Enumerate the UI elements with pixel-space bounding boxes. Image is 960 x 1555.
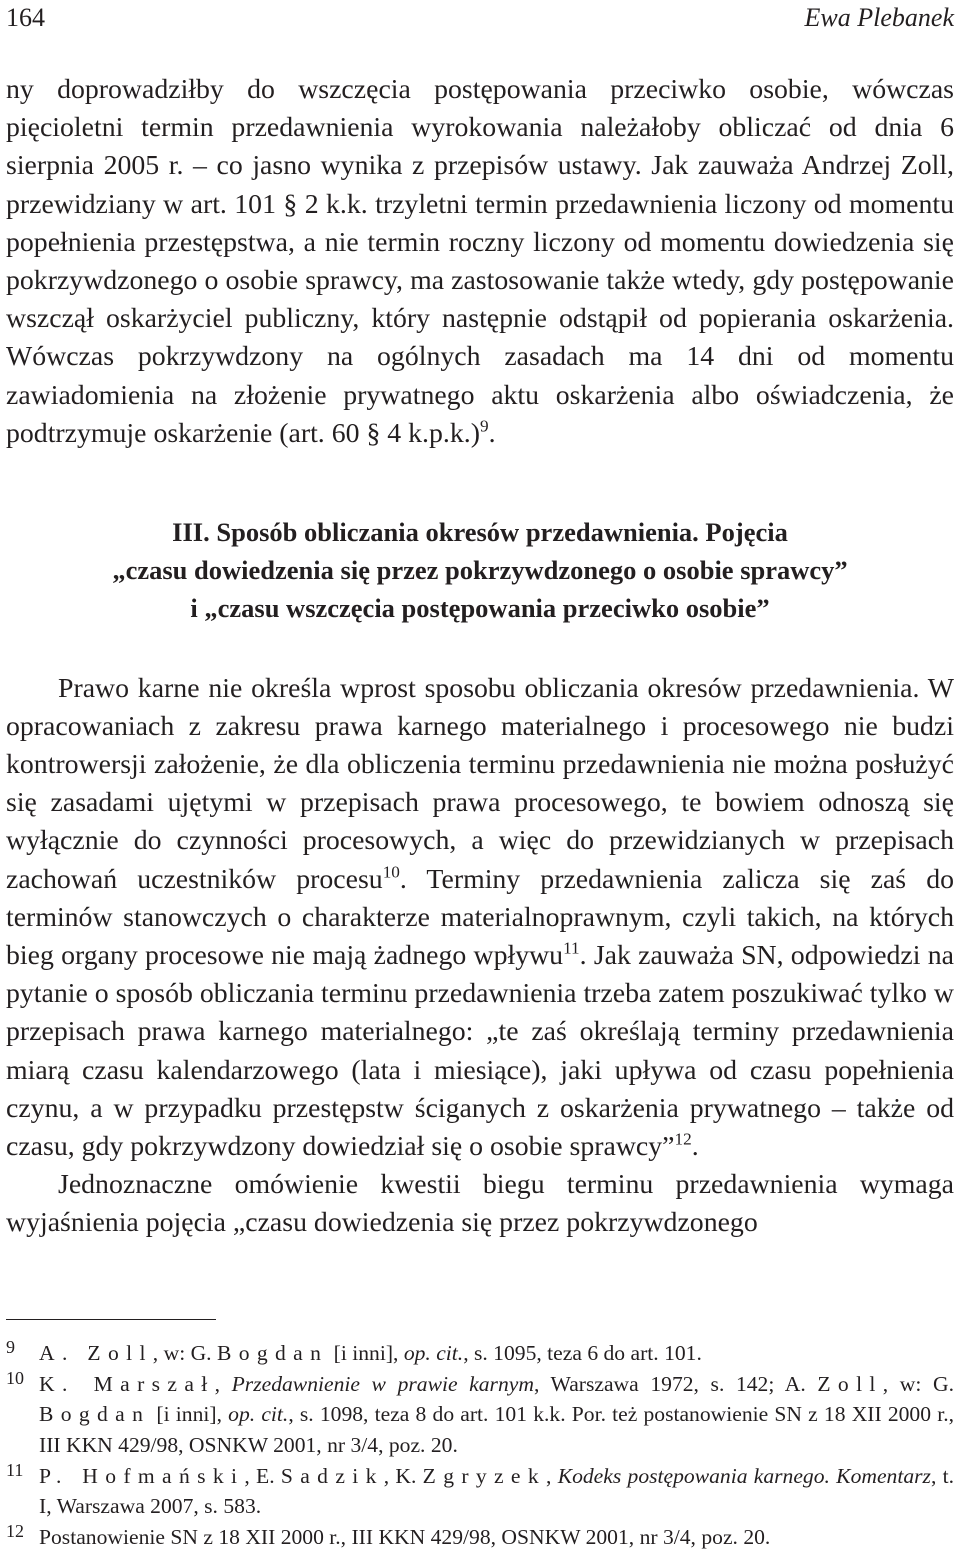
page-number: 164 (6, 3, 45, 32)
footnote-text-part: , w: G. (152, 1341, 217, 1365)
footnote-title: Kodeks postępowania karnego. Komentarz (557, 1463, 931, 1488)
footnote-text-part: , w: G. (882, 1372, 954, 1397)
paragraph-text: . Jak zauważa SN, odpowiedzi na pytanie o sposób obliczania terminu przedawnienia trzeba zatem poszukiwać tylko w przepisach prawa karnego materialnego: „te zaś określają terminy przedawnienia miarą czasu kalendarzowego (lata i miesiące), jaki upływa od czasu popełnienia czynu, a w przypadku przestępstw ściganych z oskarżenia prywatnego – także od czasu, gdy pokrzywdzony dowiedział się o osobie sprawcy” (6, 940, 954, 1163)
footnote-separator (6, 1319, 216, 1320)
section-heading (6, 513, 954, 628)
footnote-author: K. Marszał (39, 1372, 215, 1397)
footnote-text-part: , s. 1098, teza 8 do art. 101 k.k. Por. też postanowienie SN z 18 XII 2000 r., III KKN 429/98, OSNKW 2001, nr 3/4, poz. 20. (39, 1402, 954, 1457)
footnote-text-part: [i inni], (150, 1402, 229, 1427)
footnote-text-part: [i inni], (328, 1341, 404, 1365)
footnote-text-part: , (546, 1463, 558, 1488)
footnote-author: Zoll (817, 1372, 883, 1397)
footnote-author: Sadzik (280, 1463, 384, 1488)
footnote-number: 12 (6, 1521, 24, 1542)
paragraph-1 (6, 71, 954, 453)
footnote-author: Bogdan (216, 1341, 329, 1365)
footnote-number: 11 (6, 1459, 24, 1480)
footnote-author: P. Hofmański (39, 1463, 245, 1488)
section-heading-line-2: „czasu dowiedzenia się przez pokrzywdzonego o osobie sprawcy” (112, 555, 848, 586)
paragraph-text: . Terminy przedawnienia zalicza się zaś do terminów stanowczych o charakterze materialnoprawnym, czyli takich, na których bieg organy procesowe nie mają żadnego wpływu (6, 863, 954, 972)
footnote-text-part: , E. (244, 1463, 281, 1488)
footnote-12 (6, 1522, 954, 1552)
footnote-number: 9 (6, 1337, 15, 1357)
paragraph-2 (6, 670, 954, 1167)
footnote-text-part: , Warszawa 1972, s. 142; A. (533, 1372, 818, 1397)
footnote-text-part: , s. 1095, teza 6 do art. 101. (463, 1341, 702, 1365)
footnote-text (39, 1341, 702, 1365)
footnote-ref-11[interactable]: 11 (563, 938, 580, 958)
footnote-text (39, 1464, 954, 1518)
footnote-text (39, 1372, 954, 1456)
running-header (6, 0, 954, 36)
footnote-author: Zgryzek (422, 1463, 547, 1488)
paragraph-text: Prawo karne nie określa wprost sposobu obliczania okresów przedawnienia. W opracowaniach z zakresu prawa karnego materialnego i procesowego nie budzi kontrowersji założenie, że dla obliczenia terminu przedawnienia nie można posłużyć się zasadami ujętymi w przepisach prawa procesowego, te bowiem odnoszą się wyłącznie do czynności procesowych, a więc do przewidzianych w przepisach zachowań uczestników procesu (6, 672, 954, 895)
footnote-author: A. Zoll (39, 1341, 153, 1365)
section-heading-line-3: i „czasu wszczęcia postępowania przeciwko osobie” (190, 593, 770, 624)
running-author: Ewa Plebanek (804, 3, 954, 32)
footnote-ref-12[interactable]: 12 (674, 1129, 692, 1149)
paragraph-text: . (691, 1131, 699, 1163)
footnote-text-part: , K. (383, 1463, 423, 1488)
footnote-author: Bogdan (39, 1402, 151, 1427)
footnote-text-part: , t. I, Warszawa 2007, s. 583. (39, 1463, 955, 1519)
footnote-10 (6, 1369, 954, 1460)
paragraph-text: . (488, 417, 496, 449)
main-text (6, 71, 954, 1243)
footnote-italic: op. cit. (228, 1402, 289, 1427)
footnote-ref-10[interactable]: 10 (382, 862, 400, 882)
footnote-11 (6, 1461, 954, 1521)
paragraph-text: ny doprowadziłby do wszczęcia postępowania przeciwko osobie, wówczas pięcioletni termin przedawnienia wyrokowania należałoby obliczać od dnia 6 sierpnia 2005 r. – co jasno wynika z przepisów ustawy. Jak zauważa Andrzej Zoll, przewidziany w art. 101 § 2 k.k. trzyletni termin przedawnienia liczony od momentu popełnienia przestępstwa, a nie termin roczny liczony od momentu dowiedzenia się pokrzywdzonego o osobie sprawcy, ma zastosowanie także wtedy, gdy postępowanie wszczął oskarżyciel publiczny, który następnie odstąpił od popierania oskarżenia. Wówczas pokrzywdzony na ogólnych zasadach ma 14 dni od momentu zawiadomienia na złożenie prywatnego aktu oskarżenia albo oświadczenia, że podtrzymuje oskarżenie (art. 60 § 4 k.p.k.) (6, 74, 954, 449)
footnote-ref-9[interactable]: 9 (479, 416, 489, 436)
footnote-text-part: , (214, 1372, 232, 1397)
section-heading-line-1: III. Sposób obliczania okresów przedawnienia. Pojęcia (172, 517, 788, 548)
footnote-9 (6, 1338, 954, 1368)
paragraph-3: Jednoznaczne omówienie kwestii biegu terminu przedawnienia wymaga wyjaśnienia pojęcia „czasu dowiedzenia się przez pokrzywdzonego (6, 1169, 954, 1239)
footnote-text: Postanowienie SN z 18 XII 2000 r., III KKN 429/98, OSNKW 2001, nr 3/4, poz. 20. (39, 1525, 771, 1550)
footnote-title: Przedawnienie w prawie karnym (231, 1372, 534, 1397)
footnote-italic: op. cit. (403, 1341, 464, 1365)
footnote-number: 10 (6, 1368, 24, 1389)
footnotes (6, 1338, 954, 1553)
